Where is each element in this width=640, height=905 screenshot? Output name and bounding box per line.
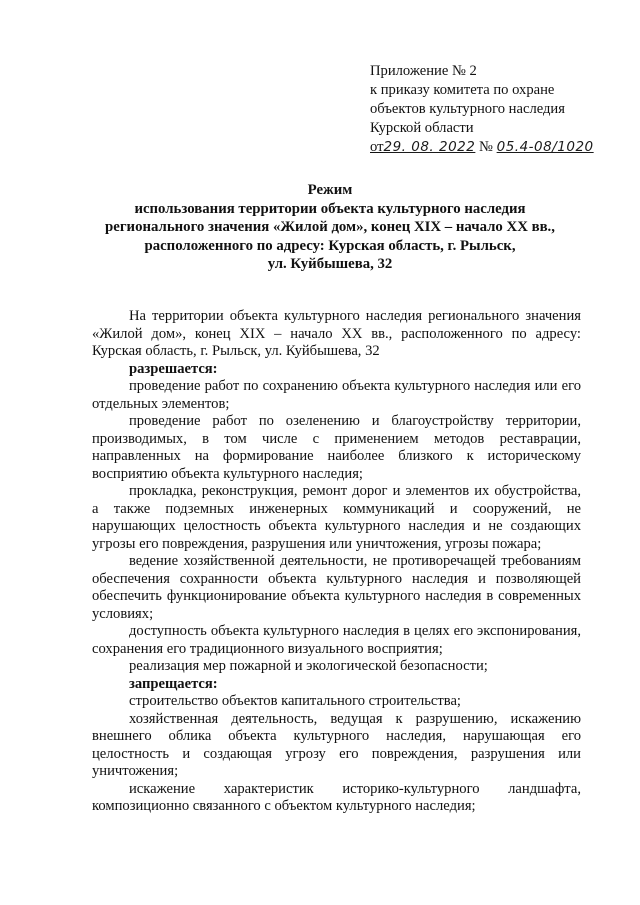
allowed-item: проведение работ по сохранению объекта культурного наследия или его отдельных элементов; bbox=[92, 378, 581, 412]
allowed-item: прокладка, реконструкция, ремонт дорог и элементов их обустройства, а также подземных инженерных коммуникаций и сооружений, не нарушающих целостность объекта культурного наследия и не создающих угрозы его повреждения, разрушения или уничтожения, угрозы пожара; bbox=[92, 483, 581, 552]
appendix-order-line bbox=[370, 138, 630, 157]
document-body bbox=[92, 308, 581, 816]
order-ot-prefix: от bbox=[370, 139, 384, 155]
intro-paragraph: На территории объекта культурного наследия регионального значения «Жилой дом», конец XIX – начало XX вв., расположенного по адресу: Курская область, г. Рыльск, ул. Куйбышева, 32 bbox=[92, 308, 581, 359]
title-line-4: расположенного по адресу: Курская область, г. Рыльск, bbox=[144, 237, 516, 254]
forbidden-heading: запрещается: bbox=[129, 675, 218, 692]
allowed-heading: разрешается: bbox=[129, 360, 218, 377]
title-line-1: Режим bbox=[307, 182, 353, 198]
appendix-line-3: объектов культурного наследия bbox=[370, 101, 565, 117]
allowed-item: реализация мер пожарной и экологической безопасности; bbox=[129, 658, 488, 674]
appendix-line-1: Приложение № 2 bbox=[370, 63, 477, 79]
title-line-5: ул. Куйбышева, 32 bbox=[267, 256, 393, 272]
appendix-line-4: Курской области bbox=[370, 120, 474, 136]
title-line-2: использования территории объекта культурного наследия bbox=[134, 200, 526, 217]
order-number-handwritten: 05.4-08/1020 bbox=[496, 139, 594, 155]
allowed-item: ведение хозяйственной деятельности, не противоречащей требованиям обеспечения сохранности объекта культурного наследия и позволяющей обеспечить функционирование объекта культурного наследия в современных условиях; bbox=[92, 553, 581, 622]
appendix-line-2: к приказу комитета по охране bbox=[370, 82, 555, 98]
allowed-item: проведение работ по озеленению и благоустройству территории, производимых, в том числе с применением методов реставрации, направленных на формирование наиболее близкого к историческому восприятию объекта культурного наследия; bbox=[92, 413, 581, 482]
order-date-handwritten: 29. 08. 2022 bbox=[383, 139, 476, 155]
forbidden-item: хозяйственная деятельность, ведущая к разрушению, искажению внешнего облика объекта культурного наследия, нарушающая его целостность и создающая угрозу его повреждения, разрушения или уничтожения; bbox=[92, 710, 581, 779]
appendix-block bbox=[370, 62, 630, 157]
forbidden-item: искажение характеристик историко-культурного ландшафта, композиционно связанного с объектом культурного наследия; bbox=[92, 780, 581, 814]
document-title bbox=[70, 181, 590, 274]
allowed-item: доступность объекта культурного наследия в целях его экспонирования, сохранения его традиционного визуального восприятия; bbox=[92, 623, 581, 657]
title-line-3: регионального значения «Жилой дом», конец XIX – начало XX вв., bbox=[105, 219, 555, 235]
order-number-sign: № bbox=[479, 139, 493, 155]
forbidden-item: строительство объектов капитального строительства; bbox=[129, 693, 461, 709]
